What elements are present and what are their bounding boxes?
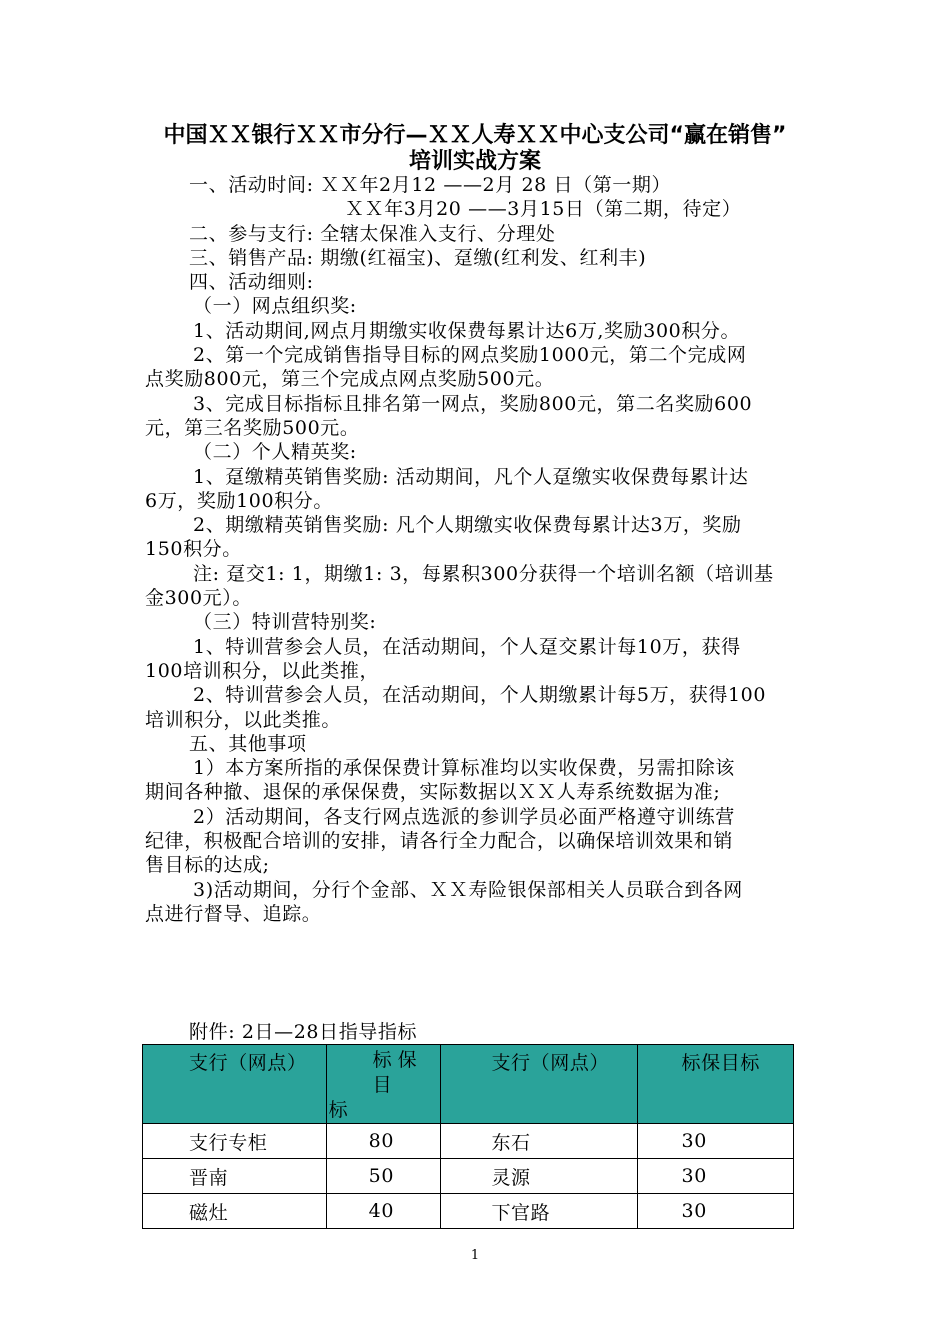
target-table [142, 1044, 794, 1229]
document-title-line1: 中国ＸＸ银行ＸＸ市分行—ＸＸ人寿ＸＸ中心支公司“赢在销售” [163, 123, 787, 148]
body-line: 2）活动期间，各支行网点选派的参训学员必面严格遵守训练营 [193, 805, 735, 828]
header-branch-2: 支行（网点） [441, 1045, 637, 1124]
body-line: 1、特训营参会人员，在活动期间，个人趸交累计每10万，获得 [193, 635, 741, 658]
document-title-line2: 培训实战方案 [408, 149, 541, 174]
table-header-row [143, 1045, 794, 1124]
body-line: （三）特训营特别奖: [193, 611, 377, 634]
body-line: 2、期缴精英销售奖励: 凡个人期缴实收保费每累计达3万，奖励 [193, 514, 742, 537]
body-line: （一）网点组织奖: [193, 295, 357, 318]
header-target-1-line2: 标 [328, 1099, 349, 1121]
attachment-label: 附件: 2日—28日指导指标 [189, 1021, 418, 1043]
header-target-2: 标保目标 [637, 1045, 793, 1124]
branch-cell: 支行专柜 [143, 1124, 327, 1159]
body-line: 点奖励800元，第三个完成点网点奖励500元。 [145, 368, 555, 391]
table-row [143, 1159, 794, 1194]
body-line: ＸＸ年3月20 ——3月15日（第二期，待定） [345, 198, 742, 221]
header-target-1-line1: 标保目 [372, 1049, 423, 1096]
body-line: 注: 趸交1: 1，期缴1: 3，每累积300分获得一个培训名额（培训基 [193, 562, 774, 585]
table-row [143, 1194, 794, 1229]
body-line: 金300元）。 [145, 587, 252, 610]
body-line: 元，第三名奖励500元。 [145, 416, 360, 439]
target-cell: 40 [326, 1194, 441, 1229]
body-line: 售目标的达成; [145, 854, 270, 877]
body-line: 三、销售产品: 期缴(红福宝)、趸缴(红利发、红利丰) [189, 246, 647, 269]
body-line: 四、活动细则: [189, 271, 314, 294]
body-line: 二、参与支行: 全辖太保准入支行、分理处 [189, 222, 556, 245]
body-line: 3)活动期间，分行个金部、ＸＸ寿险银保部相关人员联合到各网 [193, 878, 743, 901]
document-body [145, 173, 807, 926]
body-line: 3、完成目标指标且排名第一网点，奖励800元，第二名奖励600 [193, 392, 753, 415]
target-cell: 30 [637, 1194, 793, 1229]
table-row [143, 1124, 794, 1159]
body-line: 培训积分，以此类推。 [145, 708, 342, 731]
body-line: 1、活动期间,网点月期缴实收保费每累计达6万,奖励300积分。 [193, 319, 741, 342]
branch-cell: 东石 [441, 1124, 637, 1159]
body-line: 1）本方案所指的承保保费计算标准均以实收保费，另需扣除该 [193, 757, 735, 780]
body-line: 100培训积分，以此类推， [145, 659, 380, 682]
page-number: 1 [470, 1248, 480, 1263]
branch-cell: 磁灶 [143, 1194, 327, 1229]
branch-cell: 灵源 [441, 1159, 637, 1194]
body-line: 一、活动时间: ＸＸ年2月12 ——2月 28 日（第一期） [189, 174, 672, 196]
body-line: （二）个人精英奖: [193, 441, 357, 464]
body-line: 五、其他事项 [189, 732, 307, 755]
body-line: 2、特训营参会人员，在活动期间，个人期缴累计每5万，获得100 [193, 684, 767, 707]
target-cell: 50 [326, 1159, 441, 1194]
body-line: 150积分。 [145, 538, 242, 561]
branch-cell: 下官路 [441, 1194, 637, 1229]
body-line: 2、第一个完成销售指导目标的网点奖励1000元，第二个完成网 [193, 344, 747, 367]
header-branch-1: 支行（网点） [143, 1045, 327, 1124]
header-target-1 [326, 1045, 441, 1124]
body-line: 纪律，积极配合培训的安排，请各行全力配合，以确保培训效果和销 [145, 830, 734, 853]
body-line: 期间各种撤、退保的承保保费，实际数据以ＸＸ人寿系统数据为准; [145, 781, 721, 804]
body-line: 1、趸缴精英销售奖励: 活动期间，凡个人趸缴实收保费每累计达 [193, 465, 749, 488]
body-line: 6万，奖励100积分。 [145, 489, 333, 512]
target-cell: 30 [637, 1159, 793, 1194]
target-cell: 30 [637, 1124, 793, 1159]
body-line: 点进行督导、追踪。 [145, 902, 322, 925]
target-cell: 80 [326, 1124, 441, 1159]
branch-cell: 晋南 [143, 1159, 327, 1194]
